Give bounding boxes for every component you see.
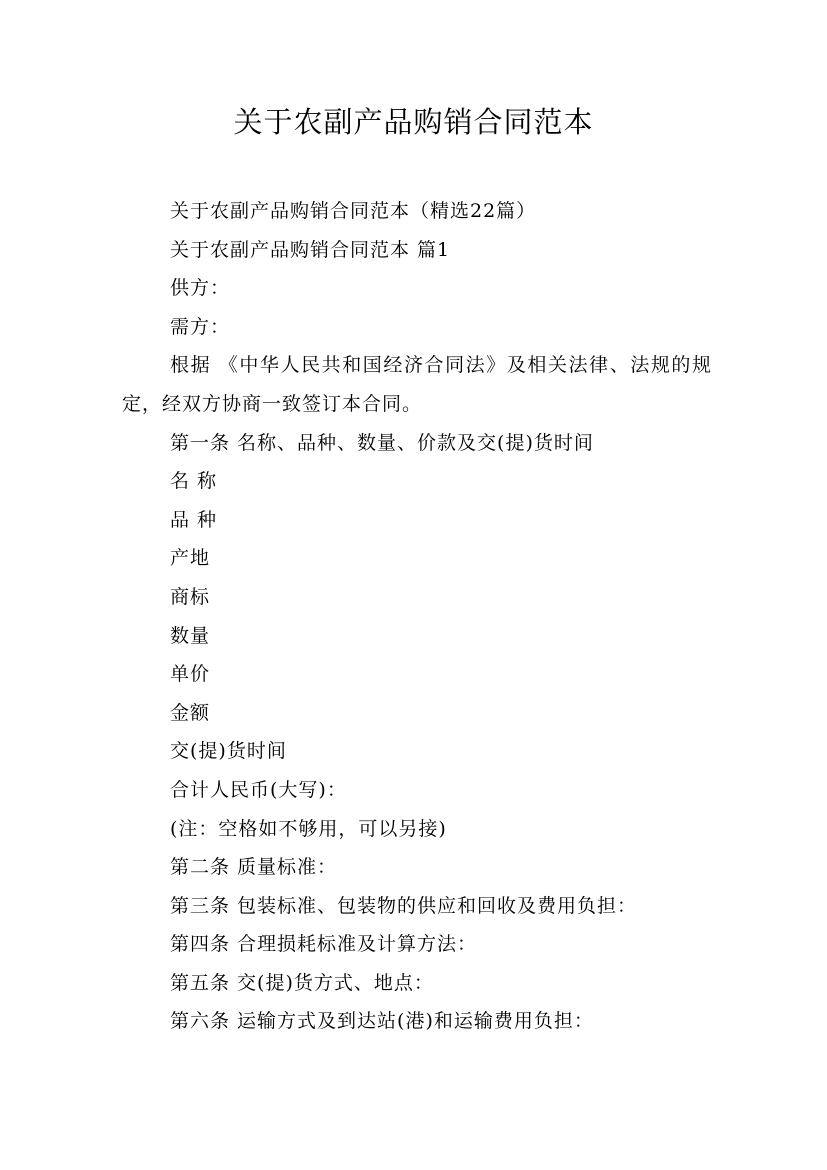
paragraph-field-variety: 品 种 [170,508,218,531]
paragraph-field-delivery-time: 交(提)货时间 [170,740,287,763]
paragraph-article-6: 第六条 运输方式及到达站(港)和运输费用负担： [170,1010,594,1033]
paragraph-field-trademark: 商标 [170,585,211,608]
paragraph-article-2: 第二条 质量标准： [170,856,338,879]
paragraph-field-origin: 产地 [170,547,211,570]
paragraph-subtitle: 关于农副产品购销合同范本（精选22篇） [170,200,537,222]
paragraph-buyer: 需方： [170,315,231,338]
paragraph-article-4: 第四条 合理损耗标准及计算方法： [170,933,478,956]
paragraph-supplier: 供方： [170,277,231,300]
paragraph-field-quantity: 数量 [170,624,211,647]
paragraph-field-amount: 金额 [170,701,211,724]
paragraph-preamble: 根据 《中华人民共和国经济合同法》及相关法律、法规的规定，经双方协商一致签订本合同。 [122,354,712,415]
paragraph-total-rmb: 合计人民币(大写)： [170,778,347,801]
document-title: 关于农副产品购销合同范本 [233,105,594,139]
paragraph-article-5: 第五条 交(提)货方式、地点： [170,971,434,994]
paragraph-note: (注：空格如不够用，可以另接) [170,817,447,840]
paragraph-field-name: 名 称 [170,470,218,493]
document-body [122,192,712,1041]
paragraph-field-unit-price: 单价 [170,663,211,686]
paragraph-article-3: 第三条 包装标准、包装物的供应和回收及费用负担： [170,894,638,917]
paragraph-section-heading: 关于农副产品购销合同范本 篇1 [170,238,451,261]
paragraph-article-1: 第一条 名称、品种、数量、价款及交(提)货时间 [170,431,594,454]
